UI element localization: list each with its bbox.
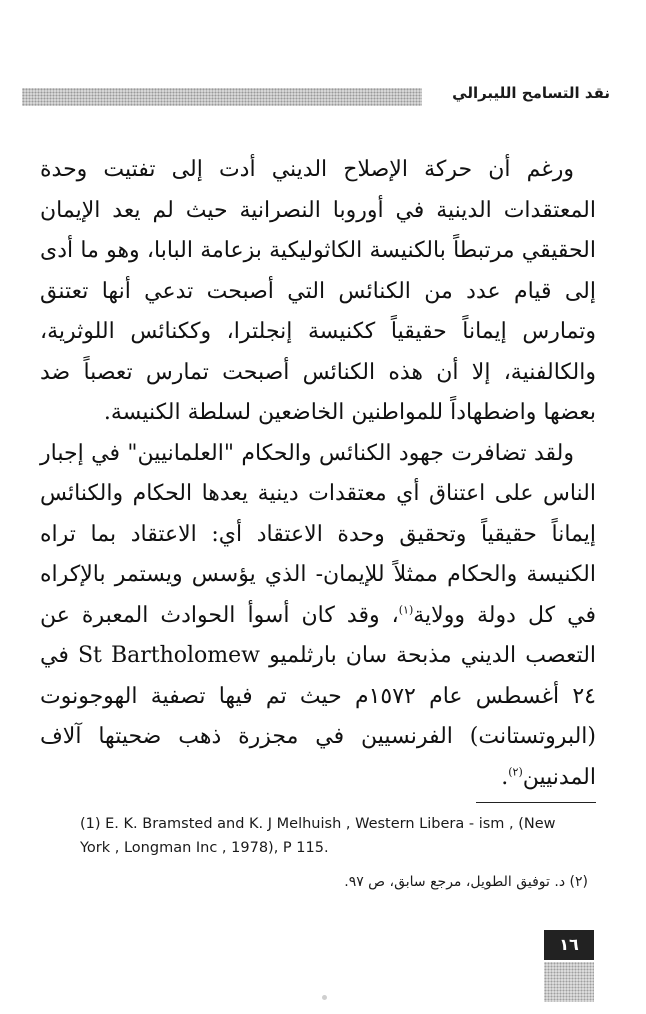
footnote-2: (٢) د. توفيق الطويل، مرجع سابق، ص ٩٧. xyxy=(344,874,588,890)
paragraph-2-text-a: ولقد تضافرت جهود الكنائس والحكام "العلمانيين" في إجبار الناس على اعتناق أي معتقدات دينية يعدها الحكام والكنائس إيماناً حقيقياً وتحقيق وحدة الاعتقاد أي: الاعتقاد بما تراه الكنيسة والحكام ممثلاً للإيمان- الذي يؤسس ويستمر بالإكراه في كل دولة وولاية xyxy=(40,440,596,628)
corner-dotted-band xyxy=(544,962,594,1002)
page-number: ١٦ xyxy=(544,930,594,960)
footnote-ref-1: (١) xyxy=(398,603,414,617)
footnote-ref-2: (٢) xyxy=(508,765,523,779)
bottom-page-mark xyxy=(322,995,327,1000)
paragraph-2-text-b: ، وقد كان أسوأ الحوادث المعبرة عن التعصب الديني مذبحة سان بارثلميو St Bartholomew في ٢٤ أغسطس عام ١٥٧٢م حيث تم فيها تصفية الهوجونوت (البروتستانت) الفرنسيين في مجزرة ذهب ضحيتها آلاف المدنيين xyxy=(40,602,597,790)
running-header-title: نقد التسامح الليبرالي xyxy=(452,84,610,102)
header-dotted-band xyxy=(22,88,422,106)
footnote-1: (1) E. K. Bramsted and K. J Melhuish , Western Libera - ism , (New York , Longman Inc , 1978), P 115. xyxy=(80,816,556,856)
footnote-separator xyxy=(476,802,596,803)
paragraph-2 xyxy=(40,434,596,799)
running-header xyxy=(22,80,610,110)
paragraph-1-text: ورغم أن حركة الإصلاح الديني أدت إلى تفتيت وحدة المعتقدات الدينية في أوروبا النصرانية حيث لم يعد الإيمان الحقيقي مرتبطاً بالكنيسة الكاثوليكية بزعامة البابا، وهو ما أدى إلى قيام عدد من الكنائس التي أصبحت تدعي أنها تعتنق وتمارس إيماناً حقيقياً ككنيسة إنجلترا، وككنائس اللوثرية، والكالفنية، إلا أن هذه الكنائس أصبحت تمارس تعصباً ضد بعضها واضطهاداً للمواطنين الخاضعين لسلطة الكنيسة. xyxy=(40,157,596,425)
main-text xyxy=(40,150,596,798)
paragraph-2-end: . xyxy=(501,764,509,790)
paragraph-1 xyxy=(40,150,596,434)
